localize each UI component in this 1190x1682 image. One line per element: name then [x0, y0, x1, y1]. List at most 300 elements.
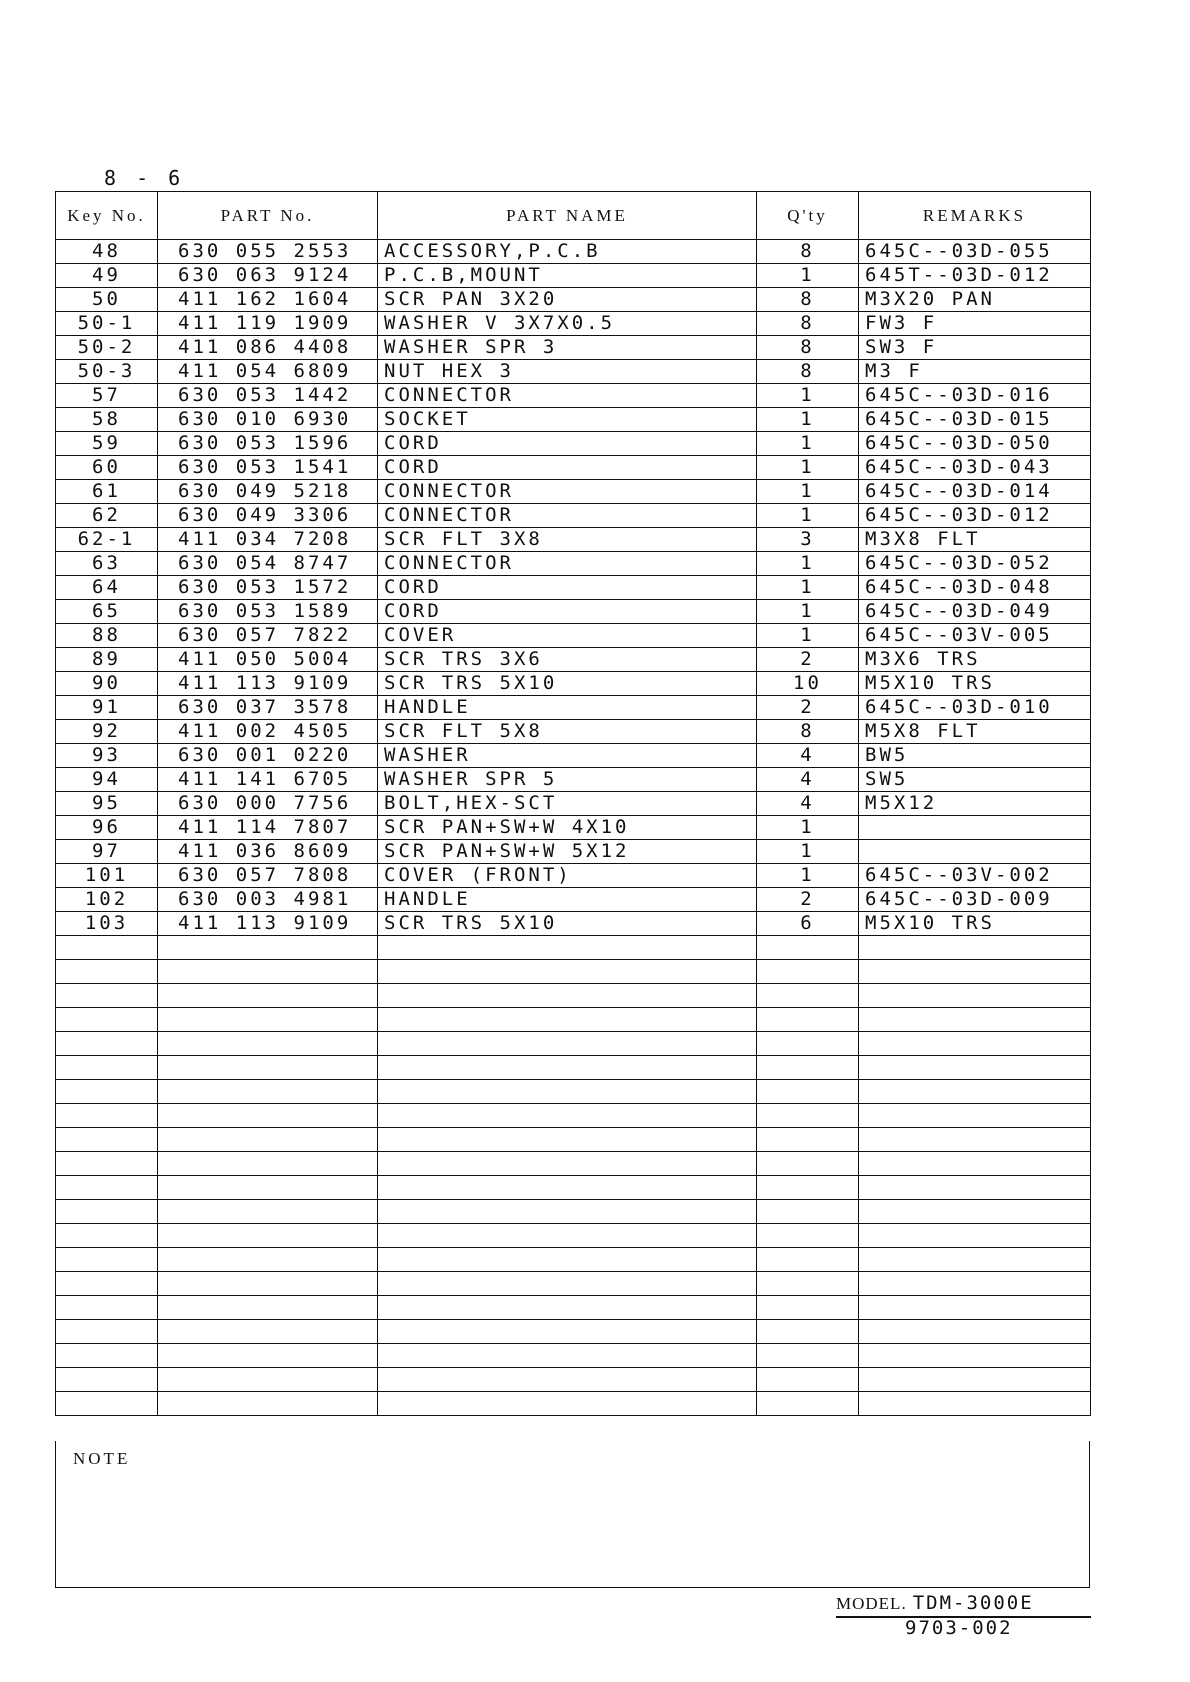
cell-name: CORD: [378, 576, 757, 600]
cell-name: SCR FLT 3X8: [378, 528, 757, 552]
empty-row: [56, 1224, 1091, 1248]
table-row: [56, 624, 1091, 648]
cell-remarks: BW5: [859, 744, 1091, 768]
empty-cell: [757, 1032, 859, 1056]
cell-name: SCR PAN+SW+W 4X10: [378, 816, 757, 840]
cell-name: SCR PAN 3X20: [378, 288, 757, 312]
cell-qty: 8: [757, 336, 859, 360]
empty-cell: [56, 936, 158, 960]
cell-qty: 10: [757, 672, 859, 696]
empty-cell: [378, 1176, 757, 1200]
cell-name: WASHER SPR 5: [378, 768, 757, 792]
cell-part: 630 001 0220: [158, 744, 378, 768]
cell-key: 65: [56, 600, 158, 624]
empty-cell: [859, 1032, 1091, 1056]
empty-cell: [158, 960, 378, 984]
cell-remarks: SW5: [859, 768, 1091, 792]
table-row: [56, 408, 1091, 432]
table-row: [56, 672, 1091, 696]
cell-name: HANDLE: [378, 888, 757, 912]
cell-part: 411 002 4505: [158, 720, 378, 744]
cell-part: 630 003 4981: [158, 888, 378, 912]
model-value: TDM-3000E: [912, 1592, 1034, 1614]
table-row: [56, 648, 1091, 672]
empty-cell: [757, 1104, 859, 1128]
cell-part: 630 000 7756: [158, 792, 378, 816]
cell-qty: 1: [757, 504, 859, 528]
cell-name: SCR TRS 3X6: [378, 648, 757, 672]
cell-key: 58: [56, 408, 158, 432]
table-row: [56, 864, 1091, 888]
cell-qty: 1: [757, 816, 859, 840]
cell-key: 103: [56, 912, 158, 936]
empty-cell: [757, 984, 859, 1008]
cell-key: 63: [56, 552, 158, 576]
empty-row: [56, 936, 1091, 960]
cell-name: SCR TRS 5X10: [378, 912, 757, 936]
cell-key: 50-2: [56, 336, 158, 360]
empty-cell: [859, 1272, 1091, 1296]
cell-name: WASHER: [378, 744, 757, 768]
cell-name: SCR TRS 5X10: [378, 672, 757, 696]
empty-cell: [56, 984, 158, 1008]
table-row: [56, 504, 1091, 528]
empty-cell: [378, 1200, 757, 1224]
cell-qty: 1: [757, 840, 859, 864]
cell-qty: 1: [757, 456, 859, 480]
cell-part: 630 049 3306: [158, 504, 378, 528]
cell-part: 630 053 1442: [158, 384, 378, 408]
empty-cell: [859, 1224, 1091, 1248]
cell-name: SCR PAN+SW+W 5X12: [378, 840, 757, 864]
cell-remarks: M3X6 TRS: [859, 648, 1091, 672]
cell-qty: 1: [757, 408, 859, 432]
cell-key: 57: [56, 384, 158, 408]
empty-row: [56, 984, 1091, 1008]
cell-part: 630 054 8747: [158, 552, 378, 576]
empty-cell: [378, 1152, 757, 1176]
model-line: [836, 1592, 1091, 1618]
cell-key: 62: [56, 504, 158, 528]
empty-cell: [859, 960, 1091, 984]
empty-row: [56, 1104, 1091, 1128]
cell-qty: 1: [757, 384, 859, 408]
cell-remarks: 645C--03D-010: [859, 696, 1091, 720]
cell-qty: 1: [757, 624, 859, 648]
empty-row: [56, 1200, 1091, 1224]
cell-qty: 4: [757, 792, 859, 816]
empty-cell: [378, 1128, 757, 1152]
empty-row: [56, 1176, 1091, 1200]
empty-cell: [158, 1224, 378, 1248]
note-label: NOTE: [73, 1449, 131, 1468]
cell-name: CONNECTOR: [378, 384, 757, 408]
cell-name: SOCKET: [378, 408, 757, 432]
empty-cell: [757, 936, 859, 960]
empty-cell: [757, 1320, 859, 1344]
empty-cell: [859, 984, 1091, 1008]
empty-cell: [378, 1080, 757, 1104]
table-row: [56, 288, 1091, 312]
cell-part: 411 162 1604: [158, 288, 378, 312]
cell-remarks: 645C--03D-009: [859, 888, 1091, 912]
cell-remarks: 645C--03D-012: [859, 504, 1091, 528]
cell-part: 630 053 1589: [158, 600, 378, 624]
table-row: [56, 816, 1091, 840]
empty-cell: [757, 1392, 859, 1416]
empty-cell: [56, 1080, 158, 1104]
empty-cell: [158, 1392, 378, 1416]
cell-part: 411 119 1909: [158, 312, 378, 336]
header-remarks: REMARKS: [859, 192, 1091, 240]
empty-cell: [859, 1176, 1091, 1200]
empty-cell: [158, 1248, 378, 1272]
empty-cell: [757, 1368, 859, 1392]
cell-key: 93: [56, 744, 158, 768]
header-qty: Q'ty: [757, 192, 859, 240]
cell-qty: 1: [757, 552, 859, 576]
cell-name: CONNECTOR: [378, 552, 757, 576]
cell-key: 50: [56, 288, 158, 312]
cell-key: 94: [56, 768, 158, 792]
empty-cell: [757, 1224, 859, 1248]
cell-key: 49: [56, 264, 158, 288]
cell-key: 97: [56, 840, 158, 864]
cell-name: ACCESSORY,P.C.B: [378, 240, 757, 264]
cell-remarks: FW3 F: [859, 312, 1091, 336]
empty-cell: [56, 1296, 158, 1320]
cell-name: NUT HEX 3: [378, 360, 757, 384]
cell-part: 411 113 9109: [158, 912, 378, 936]
empty-cell: [56, 1056, 158, 1080]
table-row: [56, 720, 1091, 744]
empty-row: [56, 1128, 1091, 1152]
empty-cell: [158, 1008, 378, 1032]
empty-cell: [378, 1320, 757, 1344]
empty-cell: [56, 1200, 158, 1224]
cell-qty: 6: [757, 912, 859, 936]
cell-remarks: 645C--03D-050: [859, 432, 1091, 456]
cell-remarks: 645C--03D-049: [859, 600, 1091, 624]
empty-cell: [56, 1008, 158, 1032]
table-row: [56, 744, 1091, 768]
table-row: [56, 888, 1091, 912]
empty-cell: [378, 1392, 757, 1416]
cell-remarks: [859, 816, 1091, 840]
cell-remarks: [859, 840, 1091, 864]
empty-cell: [158, 1368, 378, 1392]
cell-name: SCR FLT 5X8: [378, 720, 757, 744]
table-row: [56, 384, 1091, 408]
empty-cell: [757, 960, 859, 984]
empty-cell: [757, 1128, 859, 1152]
empty-cell: [158, 1200, 378, 1224]
cell-key: 101: [56, 864, 158, 888]
empty-cell: [859, 1392, 1091, 1416]
cell-key: 95: [56, 792, 158, 816]
empty-cell: [378, 1032, 757, 1056]
cell-part: 630 057 7808: [158, 864, 378, 888]
cell-key: 91: [56, 696, 158, 720]
empty-cell: [56, 1392, 158, 1416]
cell-remarks: M5X10 TRS: [859, 672, 1091, 696]
cell-key: 59: [56, 432, 158, 456]
cell-qty: 1: [757, 600, 859, 624]
empty-row: [56, 1008, 1091, 1032]
empty-cell: [158, 1104, 378, 1128]
cell-remarks: M3 F: [859, 360, 1091, 384]
cell-qty: 4: [757, 768, 859, 792]
table-row: [56, 600, 1091, 624]
table-row: [56, 528, 1091, 552]
header-key-no: Key No.: [56, 192, 158, 240]
table-row: [56, 264, 1091, 288]
empty-cell: [378, 984, 757, 1008]
cell-remarks: 645C--03D-015: [859, 408, 1091, 432]
cell-remarks: 645T--03D-012: [859, 264, 1091, 288]
empty-cell: [158, 1176, 378, 1200]
empty-row: [56, 1080, 1091, 1104]
model-label: MODEL.: [836, 1594, 907, 1613]
empty-cell: [56, 1320, 158, 1344]
empty-cell: [158, 984, 378, 1008]
cell-key: 60: [56, 456, 158, 480]
empty-row: [56, 1392, 1091, 1416]
cell-qty: 8: [757, 312, 859, 336]
empty-cell: [158, 1080, 378, 1104]
empty-cell: [56, 1032, 158, 1056]
cell-qty: 8: [757, 720, 859, 744]
empty-cell: [56, 1128, 158, 1152]
cell-key: 90: [56, 672, 158, 696]
cell-remarks: M3X20 PAN: [859, 288, 1091, 312]
table-row: [56, 456, 1091, 480]
cell-part: 630 053 1541: [158, 456, 378, 480]
empty-cell: [757, 1272, 859, 1296]
cell-remarks: 645C--03D-052: [859, 552, 1091, 576]
empty-cell: [757, 1056, 859, 1080]
cell-remarks: M3X8 FLT: [859, 528, 1091, 552]
table-row: [56, 912, 1091, 936]
empty-cell: [158, 1152, 378, 1176]
empty-cell: [158, 1056, 378, 1080]
cell-name: HANDLE: [378, 696, 757, 720]
empty-cell: [56, 960, 158, 984]
empty-cell: [757, 1008, 859, 1032]
cell-name: BOLT,HEX-SCT: [378, 792, 757, 816]
cell-part: 630 010 6930: [158, 408, 378, 432]
empty-cell: [378, 936, 757, 960]
empty-row: [56, 1296, 1091, 1320]
cell-part: 411 114 7807: [158, 816, 378, 840]
cell-remarks: 645C--03V-005: [859, 624, 1091, 648]
empty-cell: [378, 1296, 757, 1320]
table-row: [56, 480, 1091, 504]
cell-name: CORD: [378, 456, 757, 480]
empty-cell: [859, 1128, 1091, 1152]
cell-remarks: M5X12: [859, 792, 1091, 816]
table-row: [56, 576, 1091, 600]
empty-cell: [859, 1104, 1091, 1128]
empty-cell: [56, 1104, 158, 1128]
empty-row: [56, 1056, 1091, 1080]
empty-cell: [56, 1224, 158, 1248]
cell-qty: 1: [757, 264, 859, 288]
cell-name: WASHER V 3X7X0.5: [378, 312, 757, 336]
empty-cell: [378, 960, 757, 984]
empty-cell: [859, 1344, 1091, 1368]
cell-remarks: 645C--03V-002: [859, 864, 1091, 888]
cell-name: COVER (FRONT): [378, 864, 757, 888]
cell-name: WASHER SPR 3: [378, 336, 757, 360]
cell-qty: 1: [757, 576, 859, 600]
cell-name: P.C.B,MOUNT: [378, 264, 757, 288]
cell-name: COVER: [378, 624, 757, 648]
cell-key: 89: [56, 648, 158, 672]
empty-cell: [56, 1344, 158, 1368]
empty-row: [56, 1272, 1091, 1296]
empty-cell: [378, 1368, 757, 1392]
empty-cell: [158, 936, 378, 960]
table-row: [56, 840, 1091, 864]
empty-cell: [158, 1320, 378, 1344]
cell-part: 411 034 7208: [158, 528, 378, 552]
cell-part: 411 050 5004: [158, 648, 378, 672]
empty-cell: [378, 1248, 757, 1272]
empty-cell: [378, 1344, 757, 1368]
empty-cell: [859, 1008, 1091, 1032]
cell-key: 96: [56, 816, 158, 840]
cell-qty: 1: [757, 864, 859, 888]
empty-row: [56, 1344, 1091, 1368]
empty-row: [56, 1152, 1091, 1176]
cell-part: 630 053 1596: [158, 432, 378, 456]
cell-part: 411 054 6809: [158, 360, 378, 384]
empty-cell: [859, 1296, 1091, 1320]
empty-cell: [378, 1056, 757, 1080]
cell-remarks: M5X8 FLT: [859, 720, 1091, 744]
empty-cell: [378, 1104, 757, 1128]
header-part-no: PART No.: [158, 192, 378, 240]
empty-cell: [378, 1224, 757, 1248]
empty-cell: [378, 1272, 757, 1296]
cell-key: 88: [56, 624, 158, 648]
note-box: [55, 1441, 1090, 1588]
cell-remarks: 645C--03D-014: [859, 480, 1091, 504]
table-row: [56, 336, 1091, 360]
empty-row: [56, 1368, 1091, 1392]
cell-part: 630 037 3578: [158, 696, 378, 720]
cell-part: 411 036 8609: [158, 840, 378, 864]
cell-remarks: SW3 F: [859, 336, 1091, 360]
empty-row: [56, 1032, 1091, 1056]
empty-cell: [158, 1128, 378, 1152]
empty-cell: [859, 1368, 1091, 1392]
table-row: [56, 792, 1091, 816]
empty-cell: [56, 1152, 158, 1176]
cell-qty: 4: [757, 744, 859, 768]
empty-cell: [859, 1320, 1091, 1344]
empty-cell: [158, 1272, 378, 1296]
empty-cell: [56, 1248, 158, 1272]
empty-cell: [56, 1176, 158, 1200]
empty-row: [56, 1320, 1091, 1344]
cell-qty: 3: [757, 528, 859, 552]
header-part-name: PART NAME: [378, 192, 757, 240]
empty-cell: [859, 1200, 1091, 1224]
table-header-row: [56, 192, 1091, 240]
cell-remarks: M5X10 TRS: [859, 912, 1091, 936]
empty-row: [56, 1248, 1091, 1272]
cell-name: CONNECTOR: [378, 504, 757, 528]
cell-key: 50-3: [56, 360, 158, 384]
cell-key: 64: [56, 576, 158, 600]
cell-name: CONNECTOR: [378, 480, 757, 504]
cell-part: 411 113 9109: [158, 672, 378, 696]
cell-remarks: 645C--03D-055: [859, 240, 1091, 264]
empty-row: [56, 960, 1091, 984]
cell-key: 61: [56, 480, 158, 504]
empty-cell: [859, 1056, 1091, 1080]
table-row: [56, 240, 1091, 264]
cell-key: 50-1: [56, 312, 158, 336]
empty-cell: [757, 1248, 859, 1272]
empty-cell: [757, 1344, 859, 1368]
empty-cell: [757, 1176, 859, 1200]
cell-qty: 8: [757, 240, 859, 264]
empty-cell: [757, 1200, 859, 1224]
cell-name: CORD: [378, 600, 757, 624]
cell-part: 411 086 4408: [158, 336, 378, 360]
cell-qty: 1: [757, 480, 859, 504]
empty-cell: [859, 1080, 1091, 1104]
table-row: [56, 768, 1091, 792]
cell-remarks: 645C--03D-043: [859, 456, 1091, 480]
cell-part: 630 057 7822: [158, 624, 378, 648]
empty-cell: [158, 1296, 378, 1320]
table-row: [56, 312, 1091, 336]
cell-part: 630 063 9124: [158, 264, 378, 288]
cell-key: 62-1: [56, 528, 158, 552]
parts-table: [55, 191, 1091, 1416]
empty-cell: [56, 1272, 158, 1296]
cell-key: 102: [56, 888, 158, 912]
empty-cell: [56, 1368, 158, 1392]
page-number: 8 - 6: [104, 166, 185, 190]
empty-cell: [859, 1152, 1091, 1176]
table-row: [56, 360, 1091, 384]
empty-cell: [158, 1032, 378, 1056]
table-row: [56, 696, 1091, 720]
empty-cell: [757, 1152, 859, 1176]
empty-cell: [378, 1008, 757, 1032]
cell-qty: 8: [757, 288, 859, 312]
document-code: 9703-002: [905, 1617, 1013, 1639]
cell-qty: 2: [757, 696, 859, 720]
cell-qty: 2: [757, 888, 859, 912]
empty-cell: [757, 1296, 859, 1320]
cell-qty: 2: [757, 648, 859, 672]
cell-part: 630 053 1572: [158, 576, 378, 600]
empty-cell: [757, 1080, 859, 1104]
empty-cell: [859, 1248, 1091, 1272]
cell-name: CORD: [378, 432, 757, 456]
cell-qty: 1: [757, 432, 859, 456]
cell-remarks: 645C--03D-016: [859, 384, 1091, 408]
cell-qty: 8: [757, 360, 859, 384]
empty-cell: [859, 936, 1091, 960]
cell-part: 411 141 6705: [158, 768, 378, 792]
